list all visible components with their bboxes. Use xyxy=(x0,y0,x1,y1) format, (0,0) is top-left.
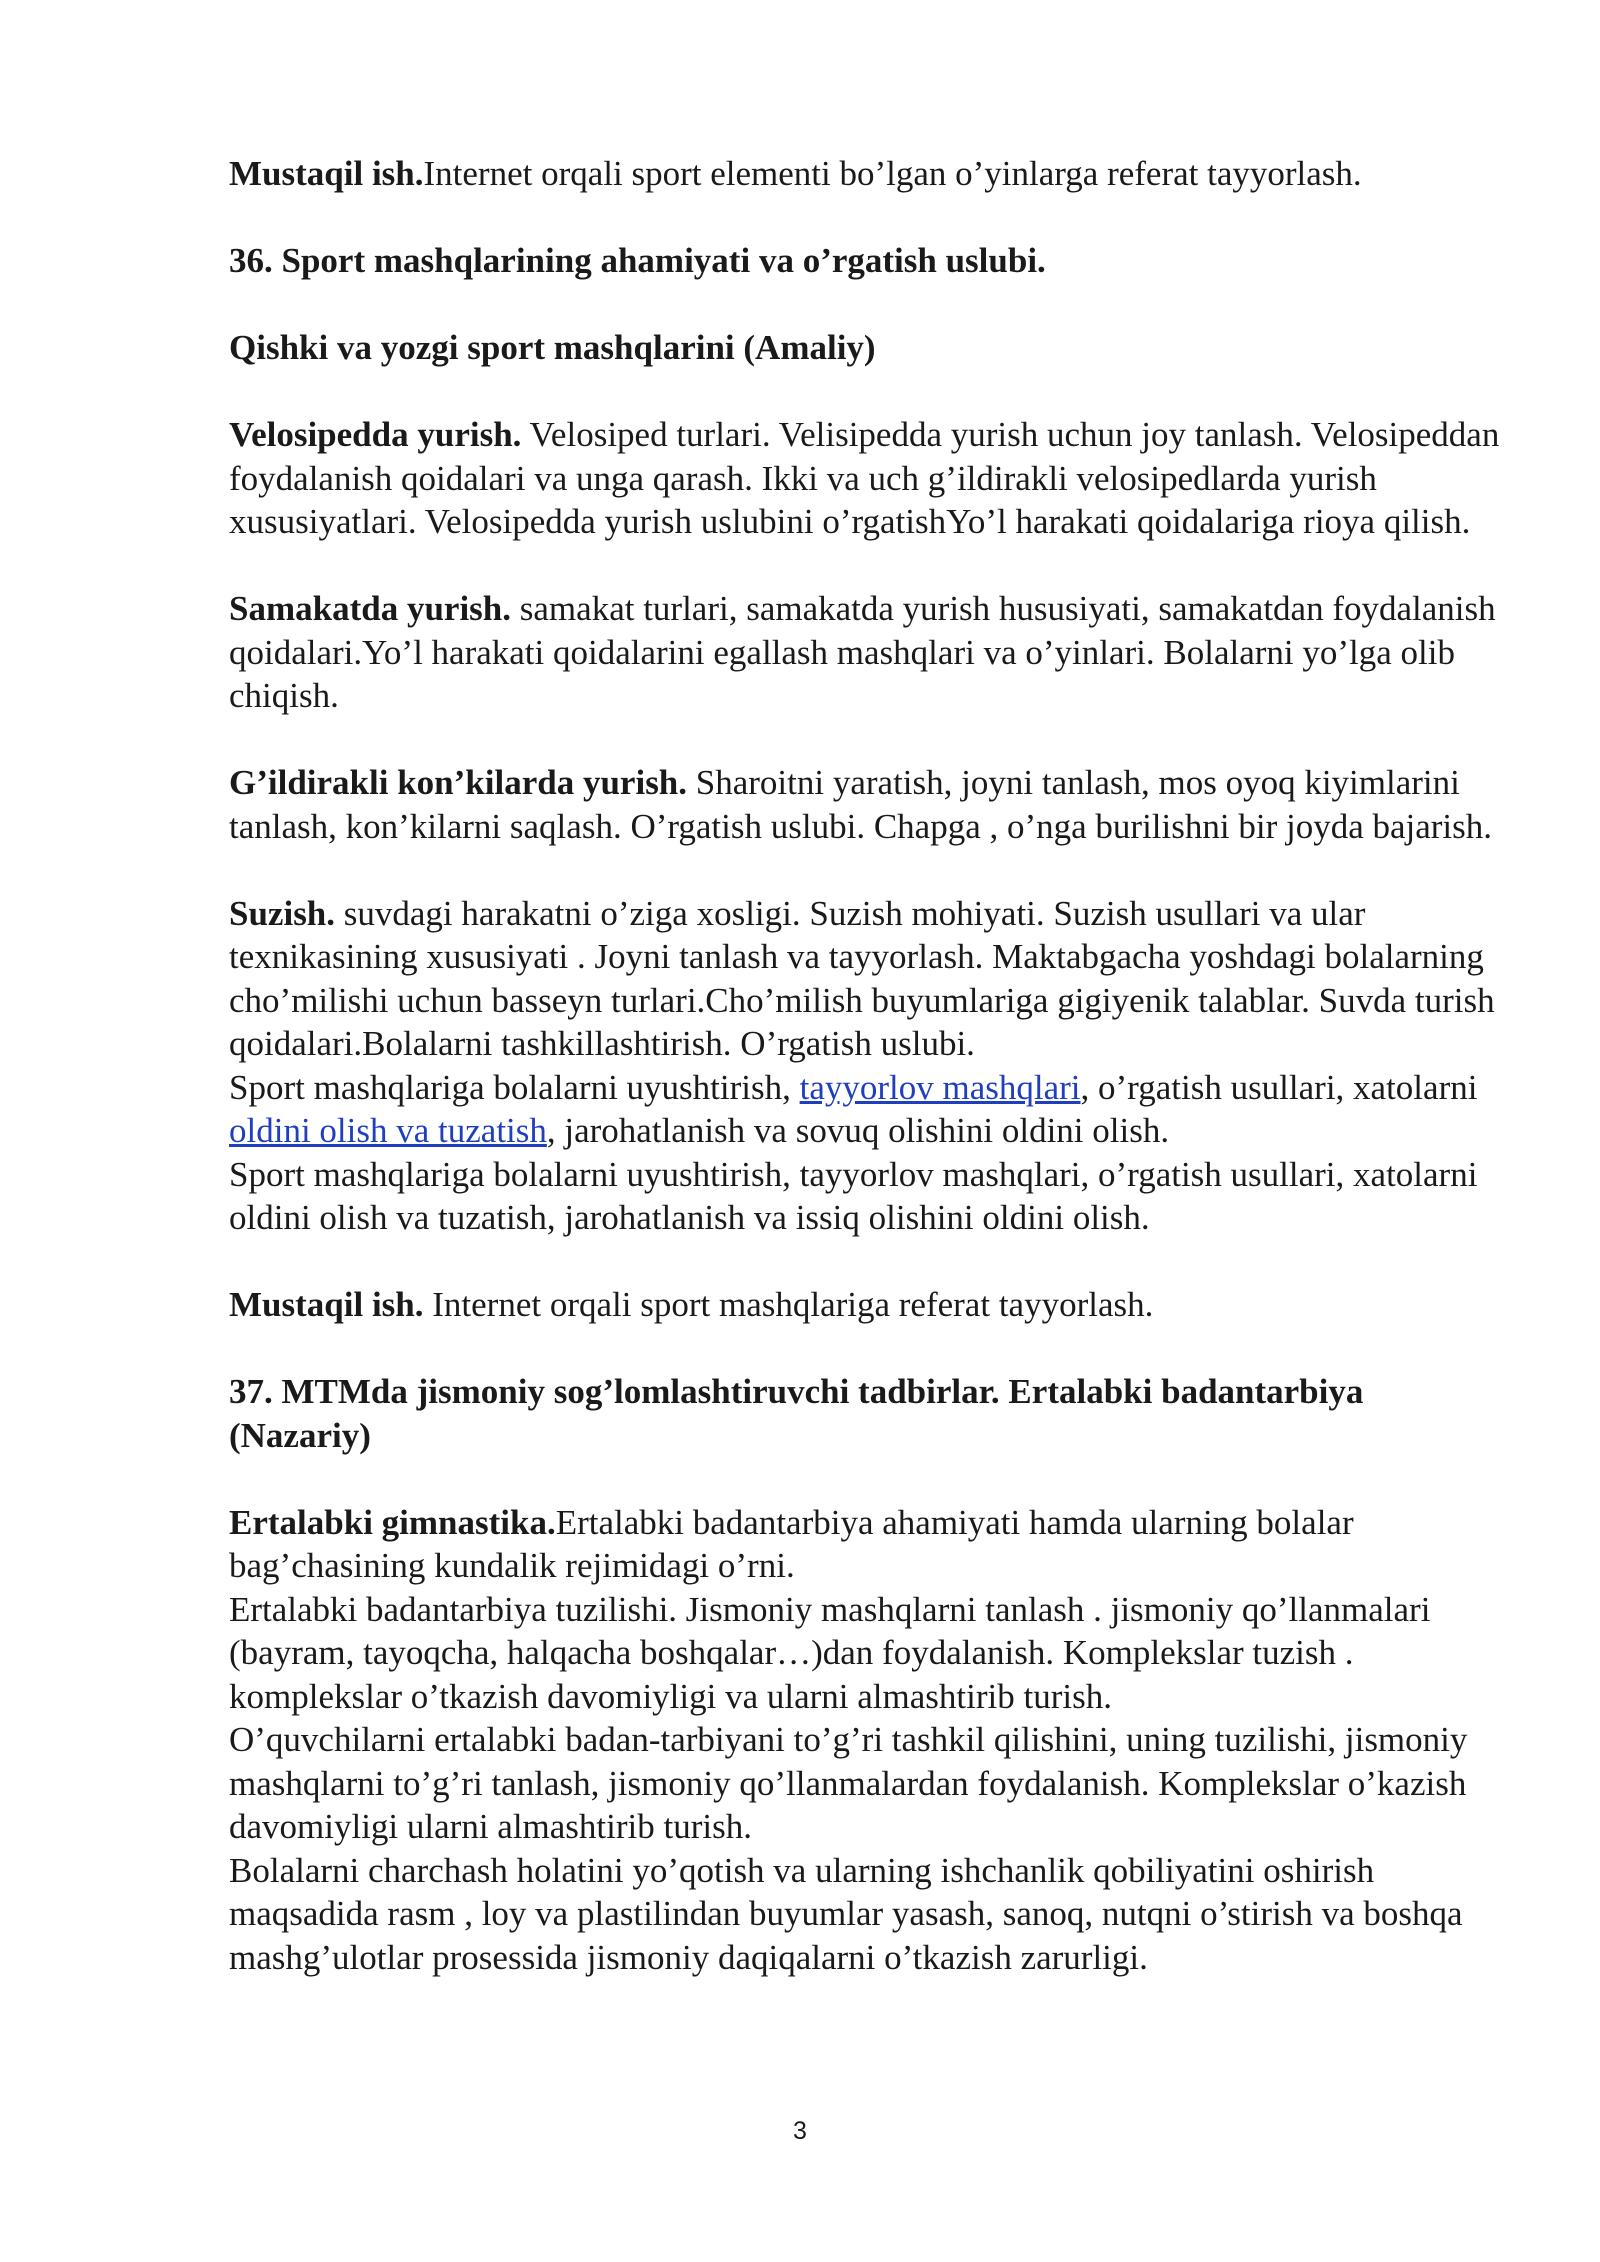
paragraph-text: Sport mashqlariga bolalarni uyushtirish, xyxy=(229,1067,800,1107)
paragraph-text: , o’rgatish usullari, xatolarni xyxy=(1080,1067,1478,1107)
paragraph-ertalabki-gimnastika xyxy=(229,1501,1504,1588)
paragraph-text: suvdagi harakatni o’ziga xosligi. Suzish mohiyati. Suzish usullari va ular texnikasining xususiyati . Joyni tanlash va tayyorlash. Maktabgacha yoshdagi bolalarning cho’milishi uchun basseyn turlari.Cho’milish buyumlariga gigiyenik talablar. Suvda turish qoidalari.Bolalarni tashkillashtirish. O’rgatish uslubi. xyxy=(229,893,1495,1063)
link-oldini-olish-va-tuzatish[interactable]: oldini olish va tuzatish xyxy=(229,1111,547,1150)
paragraph-sport-mashqlari-1 xyxy=(229,1066,1504,1153)
paragraph-oquvchilar: O’quvchilarni ertalabki badan-tarbiyani to’g’ri tashkil qilishini, uning tuzilishi, jismoniy mashqlarni to’g’ri tanlash, jismoniy qo’llanmalardan foydalanish. Komplekslar o’kazish davomiyligi ularni almashtirib turish. xyxy=(229,1720,1468,1846)
paragraph-ertalabki-tuzilishi: Ertalabki badantarbiya tuzilishi. Jismoniy mashqlarni tanlash . jismoniy qo’llanmalari (bayram, tayoqcha, halqacha boshqalar…)dan foydalanish. Komplekslar tuzish . komplekslar o’tkazish davomiyligi va ularni almashtirib turish. xyxy=(229,1589,1431,1716)
paragraph-lead: Ertalabki gimnastika. xyxy=(229,1502,556,1542)
page-content xyxy=(229,152,1504,1979)
paragraph-text: Sharoitni yaratish, joyni tanlash, mos oyoq kiyimlarini tanlash, kon’kilarni saqlash. O’rgatish uslubi. Chapga , o’nga burilishni bir joyda bajarish. xyxy=(229,763,1493,846)
paragraph-lead: Velosipedda yurish. xyxy=(229,415,522,454)
paragraph-lead: Samakatda yurish. xyxy=(229,589,512,628)
section-heading-37: 37. MTMda jismoniy sog’lomlashtiruvchi tadbirlar. Ertalabki badantarbiya (Nazariy) xyxy=(229,1372,1364,1455)
paragraph-text: Velosiped turlari. Velisipedda yurish uchun joy tanlash. Velosipeddan foydalanish qoidalari va unga qarash. Ikki va uch g’ildirakli velosipedlarda yurish xususiyatlari. Velosipedda yurish uslubini o’rgatishYo’l harakati qoidalariga rioya qilish. xyxy=(229,415,1500,541)
paragraph-samakat xyxy=(229,587,1504,718)
paragraph-text: samakat turlari, samakatda yurish hususiyati, samakatdan foydalanish qoidalari.Yo’l harakati qoidalarini egallash mashqlari va o’yinlari. Bolalarni yo’lga olib chiqish. xyxy=(229,589,1496,715)
paragraph-mustaqil-ish-2 xyxy=(229,1283,1504,1327)
paragraph-lead: Mustaqil ish. xyxy=(229,154,424,193)
paragraph-suzish xyxy=(229,892,1504,1066)
paragraph-gildirakli-konki xyxy=(229,761,1504,848)
paragraph-lead: Suzish. xyxy=(229,893,336,933)
paragraph-sport-mashqlari-2: Sport mashqlariga bolalarni uyushtirish, tayyorlov mashqlari, o’rgatish usullari, xatolarni oldini olish va tuzatish, jarohatlanish va issiq olishini oldini olish. xyxy=(229,1154,1478,1237)
paragraph-velosiped xyxy=(229,413,1504,544)
paragraph-text: Internet orqali sport elementi bo’lgan o’yinlarga referat tayyorlash. xyxy=(423,154,1362,193)
link-tayyorlov-mashqlari[interactable]: tayyorlov mashqlari xyxy=(799,1067,1081,1107)
paragraph-lead: G’ildirakli kon’kilarda yurish. xyxy=(229,763,688,802)
paragraph-charchash: Bolalarni charchash holatini yo’qotish va ularning ishchanlik qobiliyatini oshirish maqsadida rasm , loy va plastilindan buyumlar yasash, sanoq, nutqni o’stirish va boshqa mashg’ulotlar prosessida jismoniy daqiqalarni o’tkazish zarurligi. xyxy=(229,1850,1463,1977)
paragraph-mustaqil-ish-1 xyxy=(229,152,1504,196)
paragraph-text: Ertalabki badantarbiya ahamiyati hamda ularning bolalar bag’chasining kundalik rejimidagi o’rni. xyxy=(229,1502,1354,1585)
subsection-heading-qishki: Qishki va yozgi sport mashqlarini (Amaliy) xyxy=(229,328,876,367)
page-number: 3 xyxy=(793,2117,807,2145)
paragraph-text: Internet orqali sport mashqlariga referat tayyorlash. xyxy=(423,1285,1154,1324)
section-heading-36: 36. Sport mashqlarining ahamiyati va o’rgatish uslubi. xyxy=(229,241,1046,280)
paragraph-text: , jarohatlanish va sovuq olishini oldini olish. xyxy=(546,1111,1170,1150)
paragraph-lead: Mustaqil ish. xyxy=(229,1285,424,1324)
